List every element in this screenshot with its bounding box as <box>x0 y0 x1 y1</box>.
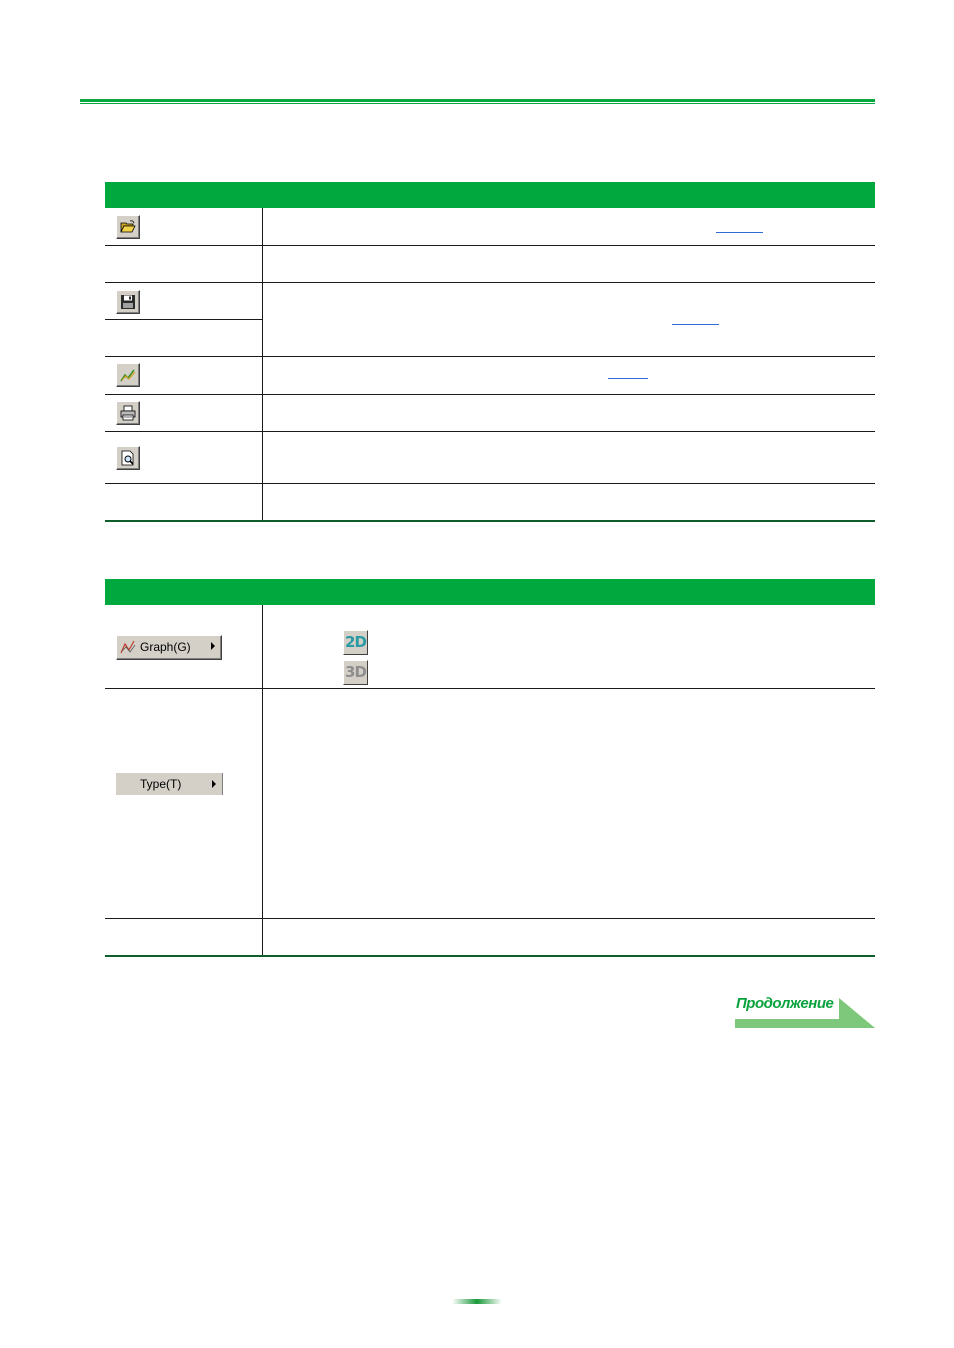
page-link[interactable] <box>608 378 648 379</box>
2d-button[interactable]: 2D <box>343 630 368 655</box>
table-row-label-cell <box>105 689 263 918</box>
table-row-label-cell <box>105 919 263 955</box>
page-link[interactable] <box>716 232 763 233</box>
cell-divider <box>105 319 262 320</box>
table-row-label-cell <box>105 246 263 282</box>
open-folder-icon[interactable] <box>116 215 140 239</box>
column-divider <box>262 283 263 356</box>
table-row <box>105 395 875 432</box>
toolbar-table-header <box>105 182 875 208</box>
table-row-label-cell <box>105 208 263 245</box>
table-row <box>105 605 875 689</box>
table-row-label-cell <box>105 432 263 483</box>
table-row <box>105 919 875 957</box>
table-row <box>105 208 875 246</box>
continue-marker <box>735 995 875 1028</box>
table-row <box>105 283 875 357</box>
type-menu-button[interactable] <box>116 773 223 795</box>
table-row <box>105 246 875 283</box>
table-row <box>105 432 875 484</box>
printer-icon[interactable] <box>116 401 140 425</box>
table-row-label-cell <box>105 283 262 356</box>
graph-line-icon[interactable] <box>116 363 140 387</box>
submenu-arrow-icon <box>212 780 216 788</box>
save-disk-icon[interactable] <box>116 290 140 314</box>
page-marker <box>452 1299 502 1304</box>
page-link[interactable] <box>672 324 719 325</box>
print-preview-icon[interactable] <box>116 446 140 470</box>
graph-line-icon <box>120 639 136 655</box>
toolbar-table <box>105 182 875 522</box>
graph-menu-label: Graph(G) <box>140 640 191 654</box>
submenu-arrow-icon <box>211 642 215 650</box>
3d-button[interactable]: 3D <box>343 660 368 685</box>
type-menu-label: Type(T) <box>140 777 182 791</box>
menu-table-header <box>105 579 875 605</box>
table-row <box>105 689 875 919</box>
table-row-label-cell <box>105 605 263 688</box>
header-rule-thin <box>80 103 875 104</box>
header-rule-thick <box>80 99 875 102</box>
continue-label: Продолжение <box>736 995 834 1012</box>
table-row-label-cell <box>105 357 263 394</box>
menu-table <box>105 579 875 957</box>
table-row <box>105 357 875 395</box>
table-row-label-cell <box>105 395 263 431</box>
table-row-label-cell <box>105 484 263 520</box>
graph-menu-button[interactable] <box>116 635 222 660</box>
table-row <box>105 484 875 522</box>
